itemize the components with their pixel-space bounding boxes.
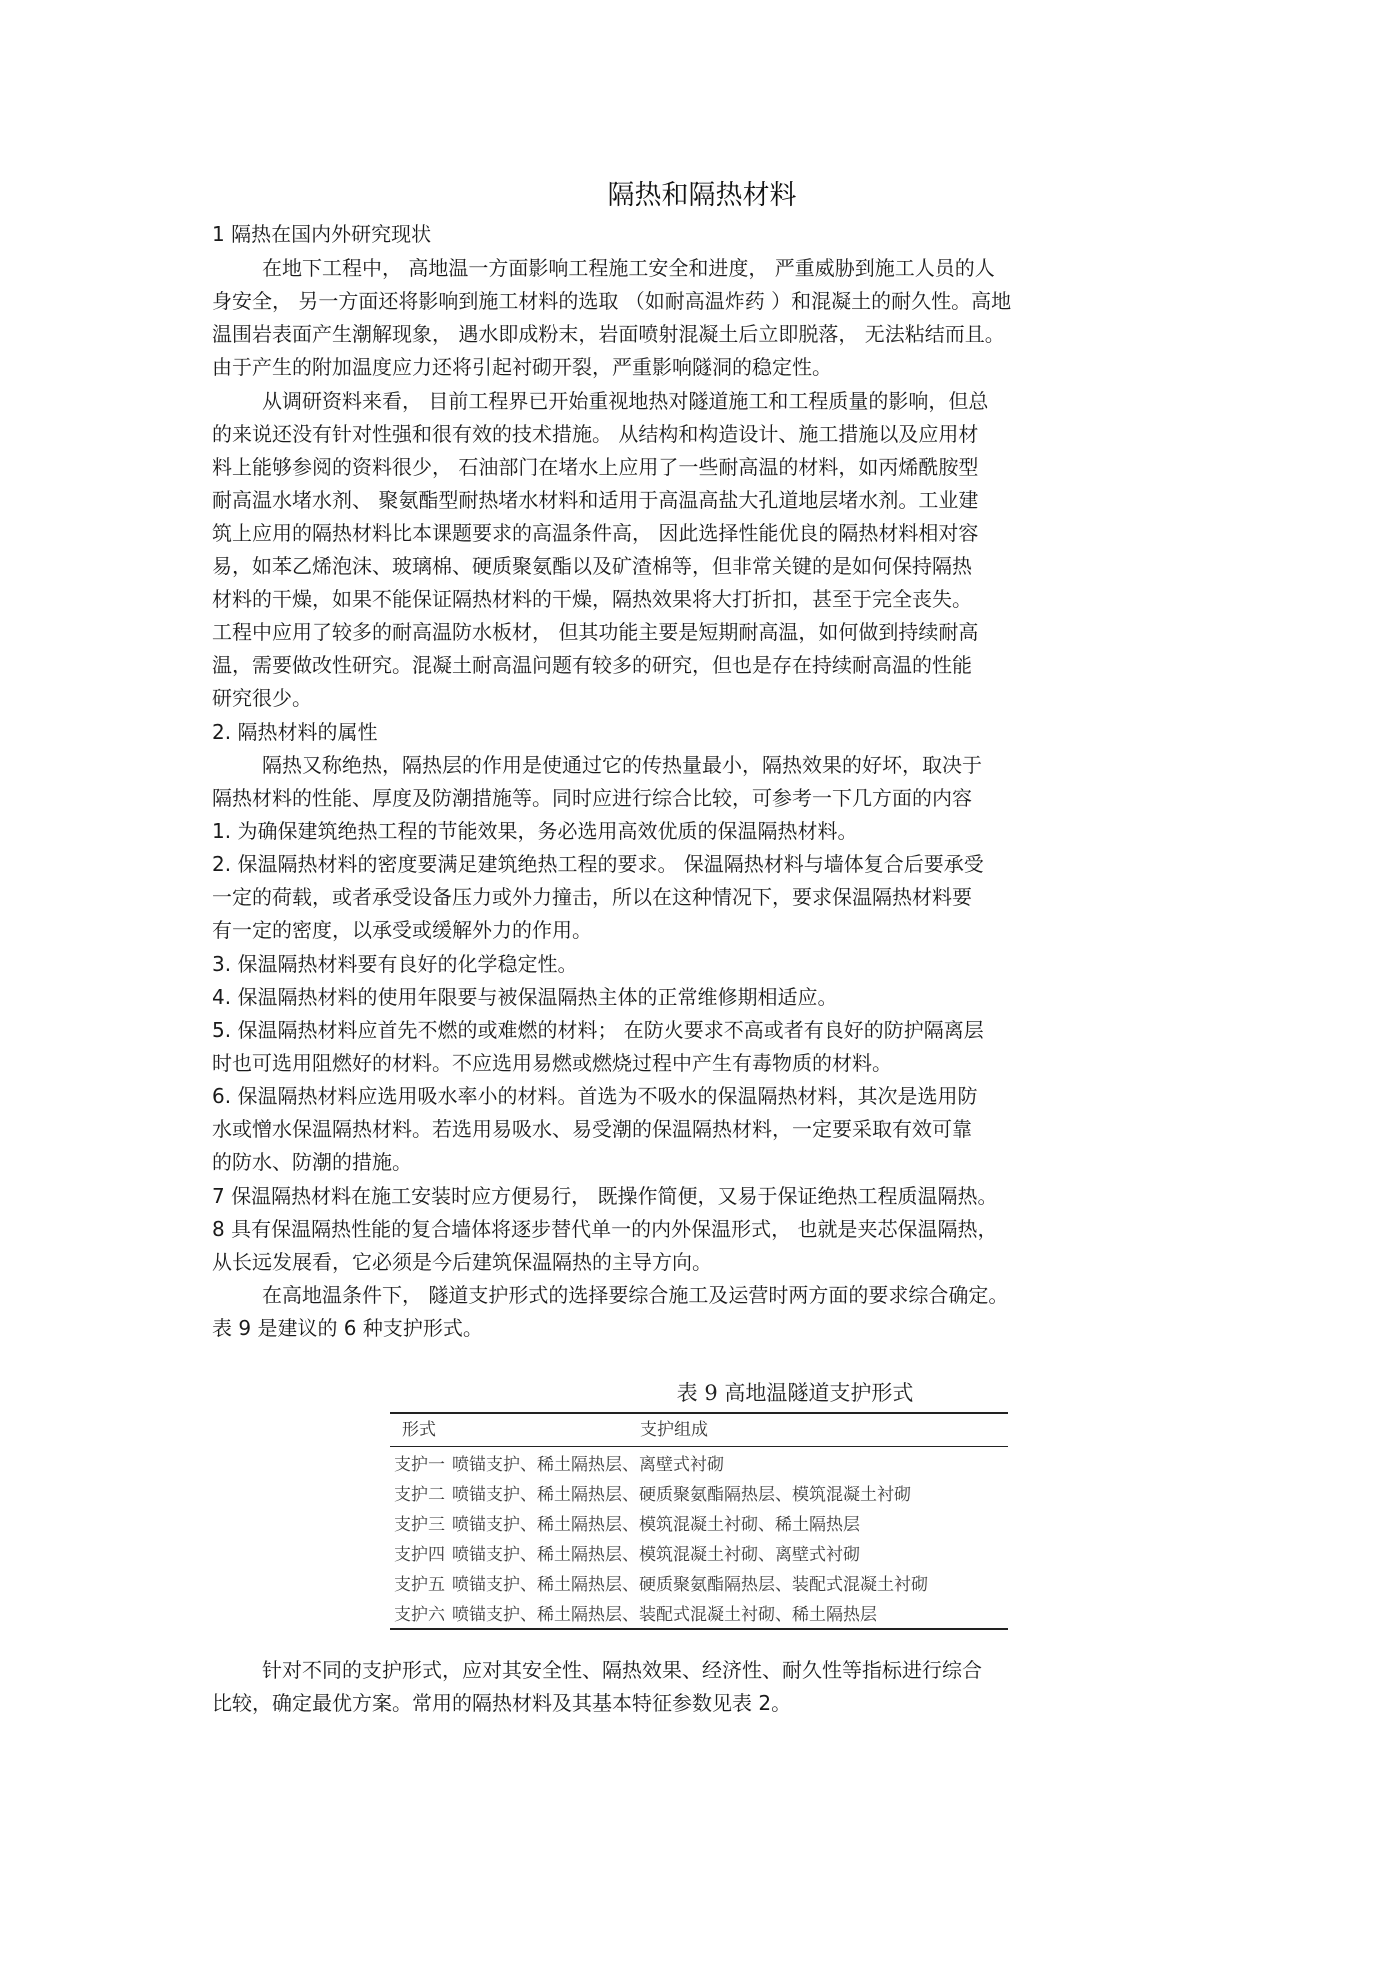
paragraph-line: 水或憎水保温隔热材料。若选用易吸水、易受潮的保温隔热材料，一定要采取有效可靠 [212,1117,972,1141]
paragraph-line: 温围岩表面产生潮解现象， 遇水即成粉末，岩面喷射混凝土后立即脱落， 无法粘结而且。 [212,322,1005,346]
paragraph-line: 在地下工程中， 高地温一方面影响工程施工安全和进度， 严重威胁到施工人员的人 [262,256,995,280]
table-header-rule [390,1446,1008,1447]
paragraph-line: 温，需要做改性研究。混凝土耐高温问题有较多的研究，但也是存在持续耐高温的性能 [212,653,972,677]
paragraph-line: 在高地温条件下， 隧道支护形式的选择要综合施工及运营时两方面的要求综合确定。 [262,1283,1009,1307]
paragraph-line: 3. 保温隔热材料要有良好的化学稳定性。 [212,952,578,976]
paragraph-line: 隔热又称绝热，隔热层的作用是使通过它的传热量最小，隔热效果的好坏，取决于 [262,753,982,777]
table-cell-form: 支护四 [394,1545,445,1565]
table-caption: 表 9 高地温隧道支护形式 [676,1381,914,1405]
table-header-form: 形式 [402,1420,436,1440]
table-row [394,1510,860,1540]
paragraph-line: 从调研资料来看， 目前工程界已开始重视地热对隧道施工和工程质量的影响，但总 [262,389,989,413]
paragraph-line: 时也可选用阻燃好的材料。不应选用易燃或燃烧过程中产生有毒物质的材料。 [212,1051,892,1075]
table-bottom-rule [390,1628,1008,1630]
paragraph-line: 身安全， 另一方面还将影响到施工材料的选取 （如耐高温炸药 ）和混凝土的耐久性。高地 [212,289,1012,313]
paragraph-line: 比较，确定最优方案。常用的隔热材料及其基本特征参数见表 2。 [212,1691,792,1715]
table-row [394,1450,724,1480]
table-cell-form: 支护一 [394,1455,445,1475]
paragraph-line: 隔热材料的性能、厚度及防潮措施等。同时应进行综合比较，可参考一下几方面的内容 [212,786,972,810]
paragraph-line: 材料的干燥，如果不能保证隔热材料的干燥，隔热效果将大打折扣，甚至于完全丧失。 [212,587,972,611]
paragraph-line: 料上能够参阅的资料很少， 石油部门在堵水上应用了一些耐高温的材料，如丙烯酰胺型 [212,455,979,479]
table-header-composition: 支护组成 [640,1420,708,1440]
table-cell-composition: 喷锚支护、稀土隔热层、硬质聚氨酯隔热层、模筑混凝土衬砌 [452,1485,911,1505]
paragraph-line: 一定的荷载，或者承受设备压力或外力撞击，所以在这种情况下，要求保温隔热材料要 [212,885,972,909]
table-cell-composition: 喷锚支护、稀土隔热层、模筑混凝土衬砌、离壁式衬砌 [452,1545,860,1565]
paragraph-line: 5. 保温隔热材料应首先不燃的或难燃的材料； 在防火要求不高或者有良好的防护隔离层 [212,1018,984,1042]
paragraph-line: 有一定的密度，以承受或缓解外力的作用。 [212,918,592,942]
paragraph-line: 6. 保温隔热材料应选用吸水率小的材料。首选为不吸水的保温隔热材料，其次是选用防 [212,1084,978,1108]
paragraph-line: 2. 隔热材料的属性 [212,720,378,744]
table-cell-form: 支护五 [394,1575,445,1595]
paragraph-line: 2. 保温隔热材料的密度要满足建筑绝热工程的要求。 保温隔热材料与墙体复合后要承受 [212,852,984,876]
paragraph-line: 4. 保温隔热材料的使用年限要与被保温隔热主体的正常维修期相适应。 [212,985,838,1009]
paragraph-line: 筑上应用的隔热材料比本课题要求的高温条件高， 因此选择性能优良的隔热材料相对容 [212,521,979,545]
table-cell-composition: 喷锚支护、稀土隔热层、离壁式衬砌 [452,1455,724,1475]
paragraph-line: 表 9 是建议的 6 种支护形式。 [212,1316,483,1340]
paragraph-line: 1. 为确保建筑绝热工程的节能效果，务必选用高效优质的保温隔热材料。 [212,819,858,843]
page-title: 隔热和隔热材料 [607,180,797,211]
paragraph-line: 1 隔热在国内外研究现状 [212,222,432,246]
table-cell-form: 支护二 [394,1485,445,1505]
paragraph-line: 耐高温水堵水剂、 聚氨酯型耐热堵水材料和适用于高温高盐大孔道地层堵水剂。工业建 [212,488,979,512]
table-row [394,1540,860,1570]
table-cell-form: 支护六 [394,1605,445,1625]
paragraph-line: 的来说还没有针对性强和很有效的技术措施。 从结构和构造设计、施工措施以及应用材 [212,422,979,446]
table-cell-composition: 喷锚支护、稀土隔热层、模筑混凝土衬砌、稀土隔热层 [452,1515,860,1535]
paragraph-line: 8 具有保温隔热性能的复合墙体将逐步替代单一的内外保温形式， 也就是夹芯保温隔热， [212,1217,998,1241]
table-cell-composition: 喷锚支护、稀土隔热层、装配式混凝土衬砌、稀土隔热层 [452,1605,877,1625]
paragraph-line: 研究很少。 [212,686,312,710]
table-cell-composition: 喷锚支护、稀土隔热层、硬质聚氨酯隔热层、装配式混凝土衬砌 [452,1575,928,1595]
table-row [394,1480,911,1510]
table-9 [380,1378,1210,1636]
paragraph-line: 7 保温隔热材料在施工安装时应方便易行， 既操作简便，又易于保证绝热工程质温隔热。 [212,1184,998,1208]
paragraph-line: 工程中应用了较多的耐高温防水板材， 但其功能主要是短期耐高温，如何做到持续耐高 [212,620,979,644]
table-top-rule [390,1412,1008,1414]
table-row [394,1570,928,1600]
paragraph-line: 由于产生的附加温度应力还将引起衬砌开裂，严重影响隧洞的稳定性。 [212,355,832,379]
paragraph-line: 易，如苯乙烯泡沫、玻璃棉、硬质聚氨酯以及矿渣棉等，但非常关键的是如何保持隔热 [212,554,972,578]
table-row [394,1600,877,1630]
paragraph-line: 从长远发展看，它必须是今后建筑保温隔热的主导方向。 [212,1250,712,1274]
paragraph-line: 的防水、防潮的措施。 [212,1150,412,1174]
table-cell-form: 支护三 [394,1515,445,1535]
paragraph-line: 针对不同的支护形式，应对其安全性、隔热效果、经济性、耐久性等指标进行综合 [262,1658,982,1682]
